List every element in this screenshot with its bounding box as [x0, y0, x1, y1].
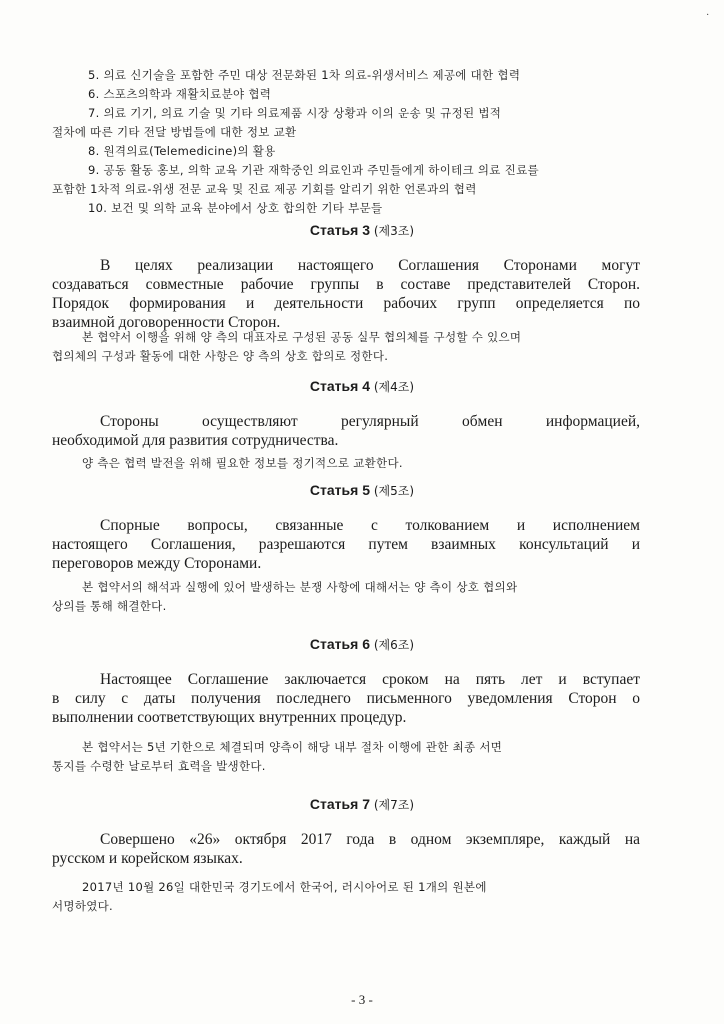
article-6-korean-text: [52, 738, 652, 776]
text-line: Настоящее Соглашение заключается сроком на пять лет и вступает: [100, 671, 640, 688]
text-line: 서명하였다.: [52, 899, 113, 913]
text-line: Совершено «26» октября 2017 года в одном экземпляре, каждый на: [100, 831, 640, 848]
article-5-korean-text: [52, 578, 652, 616]
article-6-heading: [0, 636, 724, 653]
list-item: 5. 의료 신기술을 포함한 주민 대상 전문화된 1차 의료-위생서비스 제공에 대한 협력: [88, 68, 521, 82]
text-line: выполнении соответствующих внутренних процедур.: [52, 709, 407, 726]
article-4-russian-text: [52, 412, 640, 450]
cooperation-list: [52, 66, 652, 218]
article-6-russian-text: [52, 670, 640, 727]
text-line: необходимой для развития сотрудничества.: [52, 432, 339, 449]
list-item: 8. 원격의료(Telemedicine)의 활용: [88, 144, 276, 158]
article-title-korean: (제4조): [373, 380, 415, 394]
text-line: 통지를 수령한 날로부터 효력을 발생한다.: [52, 759, 266, 773]
page-number: - 3 -: [351, 992, 373, 1007]
article-title: Статья 4: [309, 378, 370, 394]
text-line: Спорные вопросы, связанные с толкованием и исполнением: [100, 517, 640, 534]
article-4-heading: [0, 378, 724, 395]
text-line: 상의를 통해 해결한다.: [52, 599, 167, 613]
article-title: Статья 5: [309, 482, 370, 498]
article-title-korean: (제6조): [373, 638, 415, 652]
text-line: 양 측은 협력 발전을 위해 필요한 정보를 정기적으로 교환한다.: [82, 456, 403, 470]
text-line: создаваться совместные рабочие группы в составе представителей Сторон.: [52, 276, 640, 293]
text-line: в силу с даты получения последнего письменного уведомления Сторон о: [52, 690, 640, 707]
text-line: русском и корейском языках.: [52, 850, 243, 867]
article-title-korean: (제7조): [373, 798, 415, 812]
text-line: 본 협약서는 5년 기한으로 체결되며 양측이 해당 내부 절차 이행에 관한 최종 서면: [82, 740, 503, 754]
article-title-korean: (제5조): [373, 484, 415, 498]
text-line: настоящего Соглашения, разрешаются путем взаимных консультаций и: [52, 536, 640, 553]
article-7-heading: [0, 796, 724, 813]
list-item: 7. 의료 기기, 의료 기술 및 기타 의료제품 시장 상황과 이의 운송 및 규정된 법적: [88, 106, 502, 120]
corner-mark: ·: [706, 10, 710, 21]
article-5-heading: [0, 482, 724, 499]
article-7-russian-text: [52, 830, 640, 868]
text-line: Порядок формирования и деятельности рабочих групп определяется по: [52, 295, 640, 312]
text-line: 본 협약서의 해석과 실행에 있어 발생하는 분쟁 사항에 대해서는 양 측이 상호 협의와: [82, 580, 518, 594]
list-item: 10. 보건 및 의학 교육 분야에서 상호 합의한 기타 부문들: [88, 201, 383, 215]
text-line: В целях реализации настоящего Соглашения Сторонами могут: [100, 257, 640, 274]
article-7-korean-text: [52, 878, 652, 916]
text-line: 협의체의 구성과 활동에 대한 사항은 양 측의 상호 합의로 정한다.: [52, 349, 389, 363]
article-title-korean: (제3조): [373, 224, 415, 238]
article-3-russian-text: [52, 256, 640, 332]
text-line: взаимной договоренности Сторон.: [52, 314, 281, 331]
article-title: Статья 3: [309, 222, 370, 238]
article-3-korean-text: [52, 328, 652, 366]
list-item: 6. 스포츠의학과 재활치료분야 협력: [88, 87, 272, 101]
list-item-continuation: 포함한 1차적 의료-위생 전문 교육 및 진료 제공 기회를 알리기 위한 언론과의 협력: [52, 182, 477, 196]
text-line: 본 협약서 이행을 위해 양 측의 대표자로 구성된 공동 실무 협의체를 구성할 수 있으며: [82, 330, 522, 344]
article-4-korean-text: [52, 454, 652, 473]
text-line: 2017년 10월 26일 대한민국 경기도에서 한국어, 러시아어로 된 1개의 원본에: [82, 880, 487, 894]
list-item-continuation: 절차에 따른 기타 전달 방법들에 대한 정보 교환: [52, 125, 297, 139]
article-title: Статья 7: [309, 796, 370, 812]
article-title: Статья 6: [309, 636, 370, 652]
article-5-russian-text: [52, 516, 640, 573]
text-line: Стороны осуществляют регулярный обмен информацией,: [100, 413, 640, 430]
text-line: переговоров между Сторонами.: [52, 555, 262, 572]
article-3-heading: [0, 222, 724, 239]
list-item: 9. 공동 활동 홍보, 의학 교육 기관 재학중인 의료인과 주민들에게 하이테크 의료 진료를: [88, 163, 539, 177]
